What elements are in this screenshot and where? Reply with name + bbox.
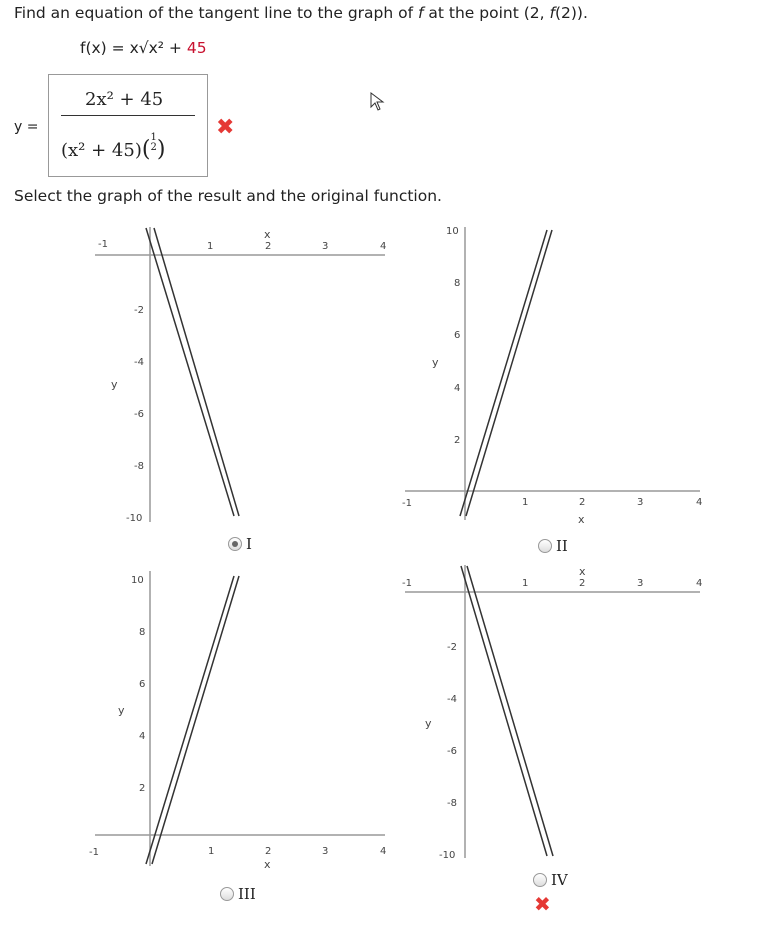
x-tick: 1 [522,578,529,589]
x-tick: -1 [402,498,412,509]
y-tick: -10 [126,513,143,524]
exponent-numerator: 1 [150,132,157,143]
radio-label-I: I [246,535,252,553]
function-curve [466,230,552,516]
y-tick: -4 [447,694,457,705]
x-tick: -1 [89,847,99,858]
radio-graph-I[interactable] [228,537,242,551]
y-tick: -8 [134,461,144,472]
fraction-bar [61,115,195,116]
x-tick: 3 [322,846,329,857]
tangent-line [146,576,234,864]
function-definition: f(x) = x√x² + 45 [80,39,207,57]
y-tick: 10 [131,575,144,586]
x-tick: 3 [322,241,329,252]
y-axis-label: y [425,717,432,730]
y-tick: 6 [139,679,146,690]
mouse-pointer-icon [370,92,386,112]
y-tick: 10 [446,226,459,237]
x-tick: 3 [637,497,644,508]
function-curve [467,566,553,856]
graph-II [400,222,705,527]
y-tick: 8 [139,627,146,638]
y-axis-label: y [432,356,439,369]
x-tick: -1 [98,239,108,250]
radio-graph-II[interactable] [538,539,552,553]
tangent-line [146,228,234,516]
y-tick: -8 [447,798,457,809]
y-tick: -6 [134,409,144,420]
x-axis-label: x [264,858,271,871]
y-axis-label: y [118,704,125,717]
radio-label-II: II [556,537,568,555]
y-tick: 8 [454,278,461,289]
y-tick: 2 [454,435,461,446]
y-tick: -6 [447,746,457,757]
x-tick: 1 [522,497,529,508]
tangent-line [461,566,547,856]
x-tick: 1 [207,241,214,252]
answer-numerator: 2x² + 45 [85,89,164,110]
radio-graph-IV[interactable] [533,873,547,887]
x-tick: 2 [265,241,272,252]
x-tick: 4 [380,241,387,252]
y-tick: -10 [439,850,456,861]
x-tick: 2 [265,846,272,857]
x-tick: 2 [579,497,586,508]
y-tick: 4 [454,383,461,394]
radio-graph-III[interactable] [220,887,234,901]
radio-label-III: III [238,885,256,903]
y-tick: 6 [454,330,461,341]
incorrect-icon: ✖ [216,115,235,140]
incorrect-icon: ✖ [534,892,551,916]
function-curve [152,576,239,864]
x-axis-label: x [578,513,585,526]
y-tick: -4 [134,357,144,368]
radio-label-IV: IV [551,871,568,889]
x-tick: 1 [208,846,215,857]
x-tick: 4 [696,578,703,589]
y-tick: -2 [134,305,144,316]
y-tick: -2 [447,642,457,653]
answer-input[interactable] [48,74,208,177]
tangent-line [460,230,547,516]
select-prompt: Select the graph of the result and the original function. [14,187,442,205]
y-tick: 4 [139,731,146,742]
answer-denominator: (x² + 45)(1 2) [61,132,166,162]
answer-lhs: y = [14,119,39,135]
y-tick: 2 [139,783,146,794]
graph-IV [400,560,705,865]
x-axis-label: x [579,565,586,578]
x-axis-label: x [264,228,271,241]
graph-III [90,566,395,876]
function-curve [154,228,239,516]
graph-I [90,222,395,527]
x-tick: 3 [637,578,644,589]
x-tick: 4 [380,846,387,857]
x-tick: 2 [579,578,586,589]
x-tick: 4 [696,497,703,508]
x-tick: -1 [402,578,412,589]
y-axis-label: y [111,378,118,391]
question-text: Find an equation of the tangent line to the graph of f at the point (2, f(2)). [14,4,588,22]
exponent-denominator: 2 [150,142,157,153]
